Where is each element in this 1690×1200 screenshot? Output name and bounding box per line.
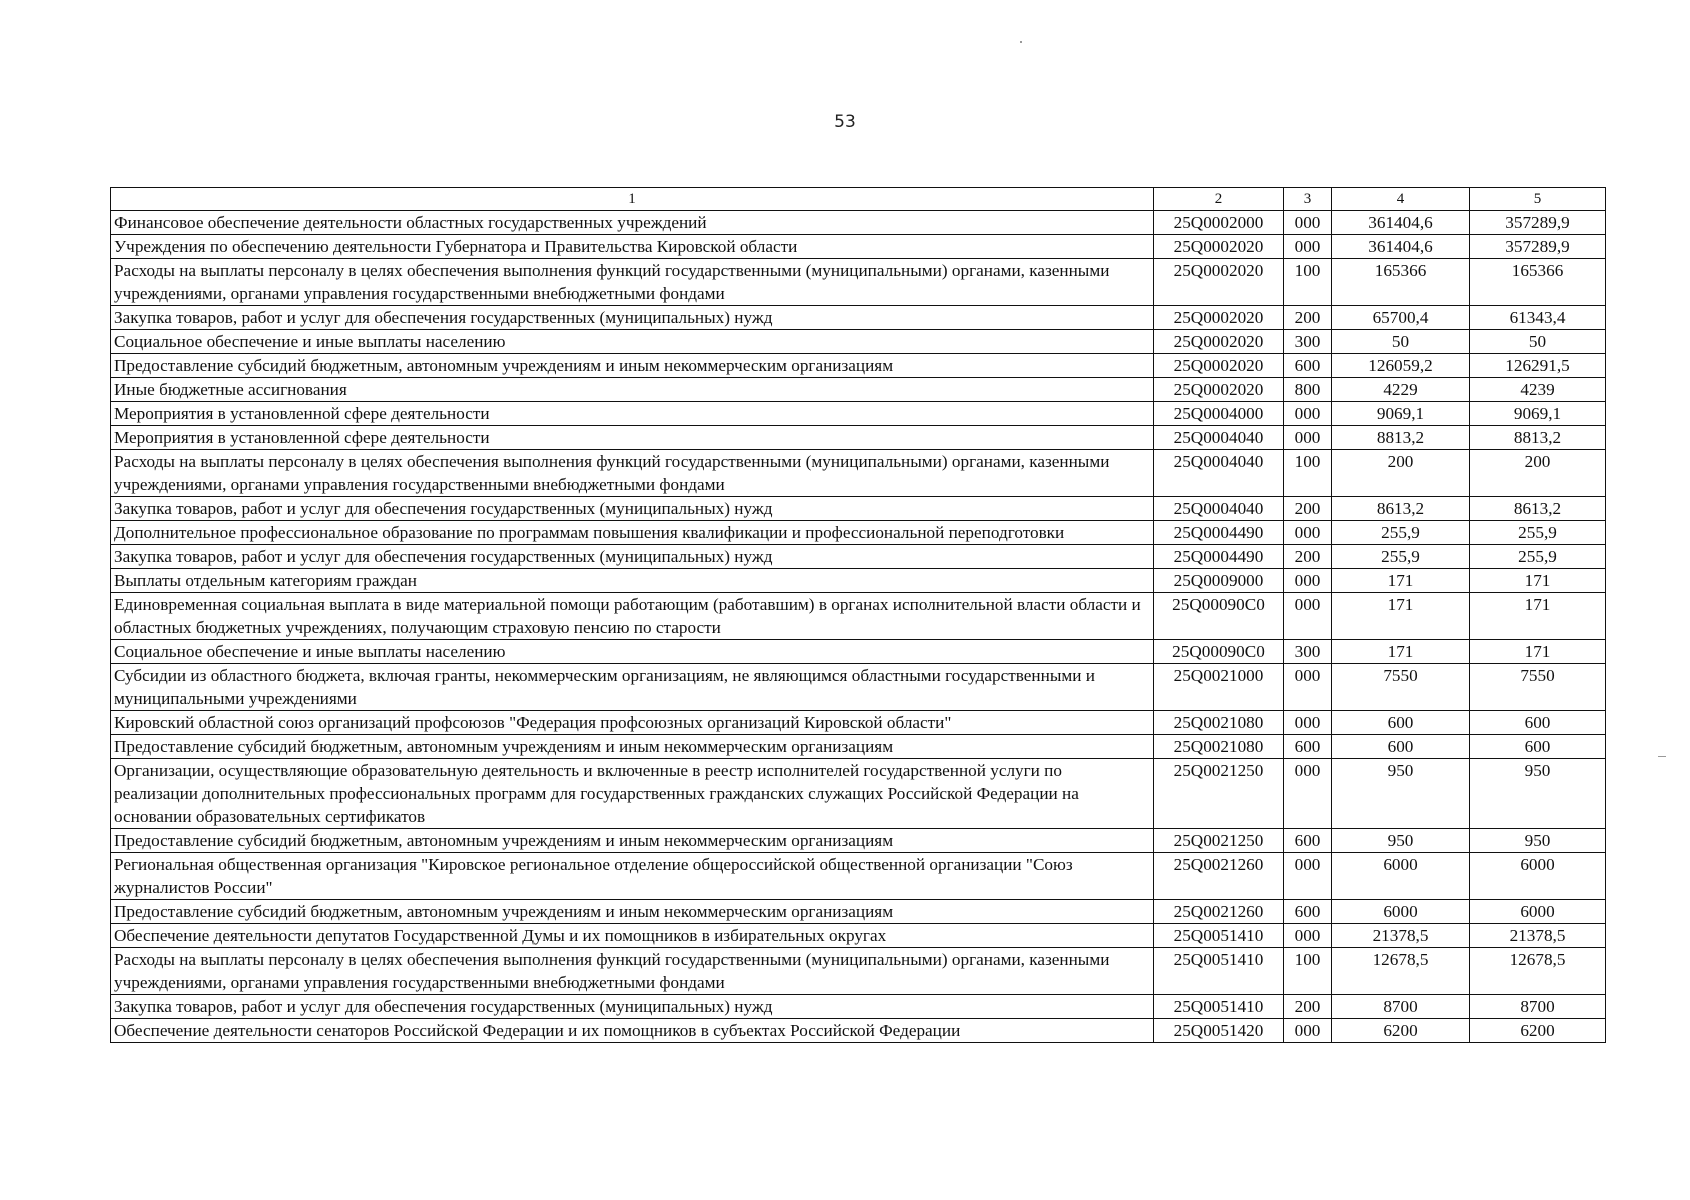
row-name-cell: Предоставление субсидий бюджетным, автономным учреждениям и иным некоммерческим организациям	[111, 735, 1154, 759]
row-value-cell: 9069,1	[1332, 402, 1470, 426]
row-value-cell: 361404,6	[1332, 211, 1470, 235]
row-name-cell: Предоставление субсидий бюджетным, автономным учреждениям и иным некоммерческим организациям	[111, 829, 1154, 853]
row-value-cell: 171	[1332, 569, 1470, 593]
row-value-cell: 255,9	[1332, 545, 1470, 569]
row-name-cell: Расходы на выплаты персоналу в целях обеспечения выполнения функций государственными (муниципальными) органами, казенными учреждениями, органами управления государственными внебюджетными фондами	[111, 948, 1154, 995]
row-code-cell: 25Q0021080	[1154, 711, 1284, 735]
row-name-cell: Кировский областной союз организаций профсоюзов "Федерация профсоюзных организаций Кировской области"	[111, 711, 1154, 735]
row-code-cell: 25Q0002020	[1154, 378, 1284, 402]
row-code-cell: 25Q00090C0	[1154, 640, 1284, 664]
row-type-cell: 000	[1284, 1019, 1332, 1043]
row-value-cell: 600	[1470, 711, 1606, 735]
row-value-cell: 950	[1332, 829, 1470, 853]
row-value-cell: 126059,2	[1332, 354, 1470, 378]
row-value-cell: 12678,5	[1332, 948, 1470, 995]
row-code-cell: 25Q0051410	[1154, 995, 1284, 1019]
row-value-cell: 4239	[1470, 378, 1606, 402]
row-type-cell: 600	[1284, 735, 1332, 759]
column-header: 4	[1332, 188, 1470, 211]
row-name-cell: Предоставление субсидий бюджетным, автономным учреждениям и иным некоммерческим организациям	[111, 354, 1154, 378]
row-name-cell: Выплаты отдельным категориям граждан	[111, 569, 1154, 593]
row-value-cell: 255,9	[1470, 545, 1606, 569]
row-name-cell: Дополнительное профессиональное образование по программам повышения квалификации и профессиональной переподготовки	[111, 521, 1154, 545]
row-value-cell: 171	[1332, 593, 1470, 640]
table-row	[111, 521, 1606, 545]
row-value-cell: 12678,5	[1470, 948, 1606, 995]
row-code-cell: 25Q0051410	[1154, 948, 1284, 995]
row-name-cell: Единовременная социальная выплата в виде материальной помощи работающим (работавшим) в органах исполнительной власти области и областных бюджетных учреждениях, получающим страховую пенсию по старости	[111, 593, 1154, 640]
table-row	[111, 569, 1606, 593]
row-value-cell: 171	[1470, 640, 1606, 664]
row-type-cell: 000	[1284, 426, 1332, 450]
row-type-cell: 200	[1284, 995, 1332, 1019]
budget-table	[110, 187, 1606, 1043]
row-value-cell: 6200	[1470, 1019, 1606, 1043]
table-row	[111, 900, 1606, 924]
row-name-cell: Расходы на выплаты персоналу в целях обеспечения выполнения функций государственными (муниципальными) органами, казенными учреждениями, органами управления государственными внебюджетными фондами	[111, 450, 1154, 497]
row-type-cell: 000	[1284, 569, 1332, 593]
row-code-cell: 25Q0051410	[1154, 924, 1284, 948]
row-code-cell: 25Q0004040	[1154, 450, 1284, 497]
table-row	[111, 259, 1606, 306]
row-code-cell: 25Q0002000	[1154, 211, 1284, 235]
table-row	[111, 829, 1606, 853]
row-code-cell: 25Q0004040	[1154, 497, 1284, 521]
row-code-cell: 25Q0002020	[1154, 259, 1284, 306]
row-code-cell: 25Q0002020	[1154, 354, 1284, 378]
row-type-cell: 300	[1284, 330, 1332, 354]
row-value-cell: 6200	[1332, 1019, 1470, 1043]
row-type-cell: 000	[1284, 235, 1332, 259]
row-code-cell: 25Q0021260	[1154, 900, 1284, 924]
row-code-cell: 25Q0002020	[1154, 330, 1284, 354]
page-number: 53	[834, 112, 856, 132]
table-row	[111, 853, 1606, 900]
row-code-cell: 25Q00090C0	[1154, 593, 1284, 640]
row-value-cell: 7550	[1332, 664, 1470, 711]
row-code-cell: 25Q0004040	[1154, 426, 1284, 450]
row-type-cell: 000	[1284, 402, 1332, 426]
row-value-cell: 361404,6	[1332, 235, 1470, 259]
row-value-cell: 6000	[1470, 853, 1606, 900]
row-name-cell: Социальное обеспечение и иные выплаты населению	[111, 640, 1154, 664]
row-name-cell: Мероприятия в установленной сфере деятельности	[111, 426, 1154, 450]
row-code-cell: 25Q0021260	[1154, 853, 1284, 900]
row-value-cell: 6000	[1470, 900, 1606, 924]
row-value-cell: 165366	[1332, 259, 1470, 306]
row-value-cell: 171	[1470, 569, 1606, 593]
row-code-cell: 25Q0004490	[1154, 545, 1284, 569]
row-value-cell: 8613,2	[1332, 497, 1470, 521]
row-value-cell: 357289,9	[1470, 235, 1606, 259]
row-name-cell: Субсидии из областного бюджета, включая гранты, некоммерческим организациям, не являющимся областными государственными и муниципальными учреждениями	[111, 664, 1154, 711]
row-code-cell: 25Q0002020	[1154, 235, 1284, 259]
row-code-cell: 25Q0002020	[1154, 306, 1284, 330]
row-code-cell: 25Q0009000	[1154, 569, 1284, 593]
row-name-cell: Закупка товаров, работ и услуг для обеспечения государственных (муниципальных) нужд	[111, 306, 1154, 330]
row-code-cell: 25Q0021080	[1154, 735, 1284, 759]
row-value-cell: 61343,4	[1470, 306, 1606, 330]
table-row	[111, 593, 1606, 640]
row-code-cell: 25Q0021250	[1154, 759, 1284, 829]
scan-mark	[1020, 41, 1022, 43]
row-type-cell: 300	[1284, 640, 1332, 664]
row-name-cell: Региональная общественная организация "Кировское региональное отделение общероссийской общественной организации "Союз журналистов России"	[111, 853, 1154, 900]
row-type-cell: 600	[1284, 900, 1332, 924]
row-name-cell: Иные бюджетные ассигнования	[111, 378, 1154, 402]
table-row	[111, 306, 1606, 330]
row-type-cell: 000	[1284, 664, 1332, 711]
row-type-cell: 800	[1284, 378, 1332, 402]
row-type-cell: 100	[1284, 948, 1332, 995]
row-value-cell: 4229	[1332, 378, 1470, 402]
table-row	[111, 759, 1606, 829]
row-value-cell: 600	[1332, 711, 1470, 735]
row-value-cell: 8700	[1470, 995, 1606, 1019]
table-row	[111, 378, 1606, 402]
table-row	[111, 711, 1606, 735]
row-value-cell: 21378,5	[1332, 924, 1470, 948]
row-name-cell: Организации, осуществляющие образовательную деятельность и включенные в реестр исполнителей государственной услуги по реализации дополнительных профессиональных программ для государственных гражданских служащих Российской Федерации на основании образовательных сертификатов	[111, 759, 1154, 829]
column-header: 3	[1284, 188, 1332, 211]
row-value-cell: 600	[1332, 735, 1470, 759]
row-name-cell: Финансовое обеспечение деятельности областных государственных учреждений	[111, 211, 1154, 235]
table-row	[111, 664, 1606, 711]
row-value-cell: 600	[1470, 735, 1606, 759]
row-type-cell: 000	[1284, 593, 1332, 640]
table-row	[111, 426, 1606, 450]
row-value-cell: 9069,1	[1470, 402, 1606, 426]
table-row	[111, 235, 1606, 259]
row-value-cell: 255,9	[1470, 521, 1606, 545]
row-value-cell: 8813,2	[1332, 426, 1470, 450]
table-row	[111, 1019, 1606, 1043]
row-value-cell: 165366	[1470, 259, 1606, 306]
table-row	[111, 330, 1606, 354]
row-value-cell: 21378,5	[1470, 924, 1606, 948]
row-code-cell: 25Q0004000	[1154, 402, 1284, 426]
table-row	[111, 545, 1606, 569]
scan-mark	[1658, 756, 1666, 757]
table-header-row	[111, 188, 1606, 211]
row-name-cell: Закупка товаров, работ и услуг для обеспечения государственных (муниципальных) нужд	[111, 497, 1154, 521]
row-value-cell: 950	[1332, 759, 1470, 829]
column-header: 1	[111, 188, 1154, 211]
row-type-cell: 000	[1284, 711, 1332, 735]
row-code-cell: 25Q0004490	[1154, 521, 1284, 545]
row-type-cell: 600	[1284, 354, 1332, 378]
row-type-cell: 100	[1284, 450, 1332, 497]
row-value-cell: 171	[1470, 593, 1606, 640]
table-row	[111, 640, 1606, 664]
row-value-cell: 8813,2	[1470, 426, 1606, 450]
row-type-cell: 000	[1284, 924, 1332, 948]
table-row	[111, 354, 1606, 378]
column-header: 5	[1470, 188, 1606, 211]
row-type-cell: 000	[1284, 759, 1332, 829]
row-value-cell: 171	[1332, 640, 1470, 664]
row-name-cell: Расходы на выплаты персоналу в целях обеспечения выполнения функций государственными (муниципальными) органами, казенными учреждениями, органами управления государственными внебюджетными фондами	[111, 259, 1154, 306]
row-value-cell: 6000	[1332, 900, 1470, 924]
row-name-cell: Мероприятия в установленной сфере деятельности	[111, 402, 1154, 426]
row-name-cell: Обеспечение деятельности сенаторов Российской Федерации и их помощников в субъектах Российской Федерации	[111, 1019, 1154, 1043]
row-value-cell: 50	[1332, 330, 1470, 354]
table-row	[111, 211, 1606, 235]
row-value-cell: 126291,5	[1470, 354, 1606, 378]
table-body	[111, 211, 1606, 1043]
row-value-cell: 950	[1470, 759, 1606, 829]
row-value-cell: 7550	[1470, 664, 1606, 711]
row-value-cell: 50	[1470, 330, 1606, 354]
row-type-cell: 000	[1284, 853, 1332, 900]
row-name-cell: Закупка товаров, работ и услуг для обеспечения государственных (муниципальных) нужд	[111, 995, 1154, 1019]
row-type-cell: 200	[1284, 545, 1332, 569]
row-type-cell: 100	[1284, 259, 1332, 306]
row-name-cell: Социальное обеспечение и иные выплаты населению	[111, 330, 1154, 354]
row-name-cell: Учреждения по обеспечению деятельности Губернатора и Правительства Кировской области	[111, 235, 1154, 259]
row-type-cell: 600	[1284, 829, 1332, 853]
row-value-cell: 255,9	[1332, 521, 1470, 545]
row-type-cell: 200	[1284, 306, 1332, 330]
row-value-cell: 6000	[1332, 853, 1470, 900]
table-row	[111, 924, 1606, 948]
row-value-cell: 200	[1332, 450, 1470, 497]
row-code-cell: 25Q0051420	[1154, 1019, 1284, 1043]
row-code-cell: 25Q0021000	[1154, 664, 1284, 711]
row-value-cell: 8700	[1332, 995, 1470, 1019]
row-name-cell: Предоставление субсидий бюджетным, автономным учреждениям и иным некоммерческим организациям	[111, 900, 1154, 924]
row-value-cell: 200	[1470, 450, 1606, 497]
table-row	[111, 497, 1606, 521]
table-row	[111, 450, 1606, 497]
row-value-cell: 357289,9	[1470, 211, 1606, 235]
table-row	[111, 735, 1606, 759]
row-code-cell: 25Q0021250	[1154, 829, 1284, 853]
table-row	[111, 948, 1606, 995]
row-type-cell: 000	[1284, 521, 1332, 545]
row-name-cell: Обеспечение деятельности депутатов Государственной Думы и их помощников в избирательных округах	[111, 924, 1154, 948]
table-row	[111, 995, 1606, 1019]
row-value-cell: 8613,2	[1470, 497, 1606, 521]
row-value-cell: 65700,4	[1332, 306, 1470, 330]
row-type-cell: 200	[1284, 497, 1332, 521]
row-value-cell: 950	[1470, 829, 1606, 853]
row-name-cell: Закупка товаров, работ и услуг для обеспечения государственных (муниципальных) нужд	[111, 545, 1154, 569]
row-type-cell: 000	[1284, 211, 1332, 235]
column-header: 2	[1154, 188, 1284, 211]
table-row	[111, 402, 1606, 426]
